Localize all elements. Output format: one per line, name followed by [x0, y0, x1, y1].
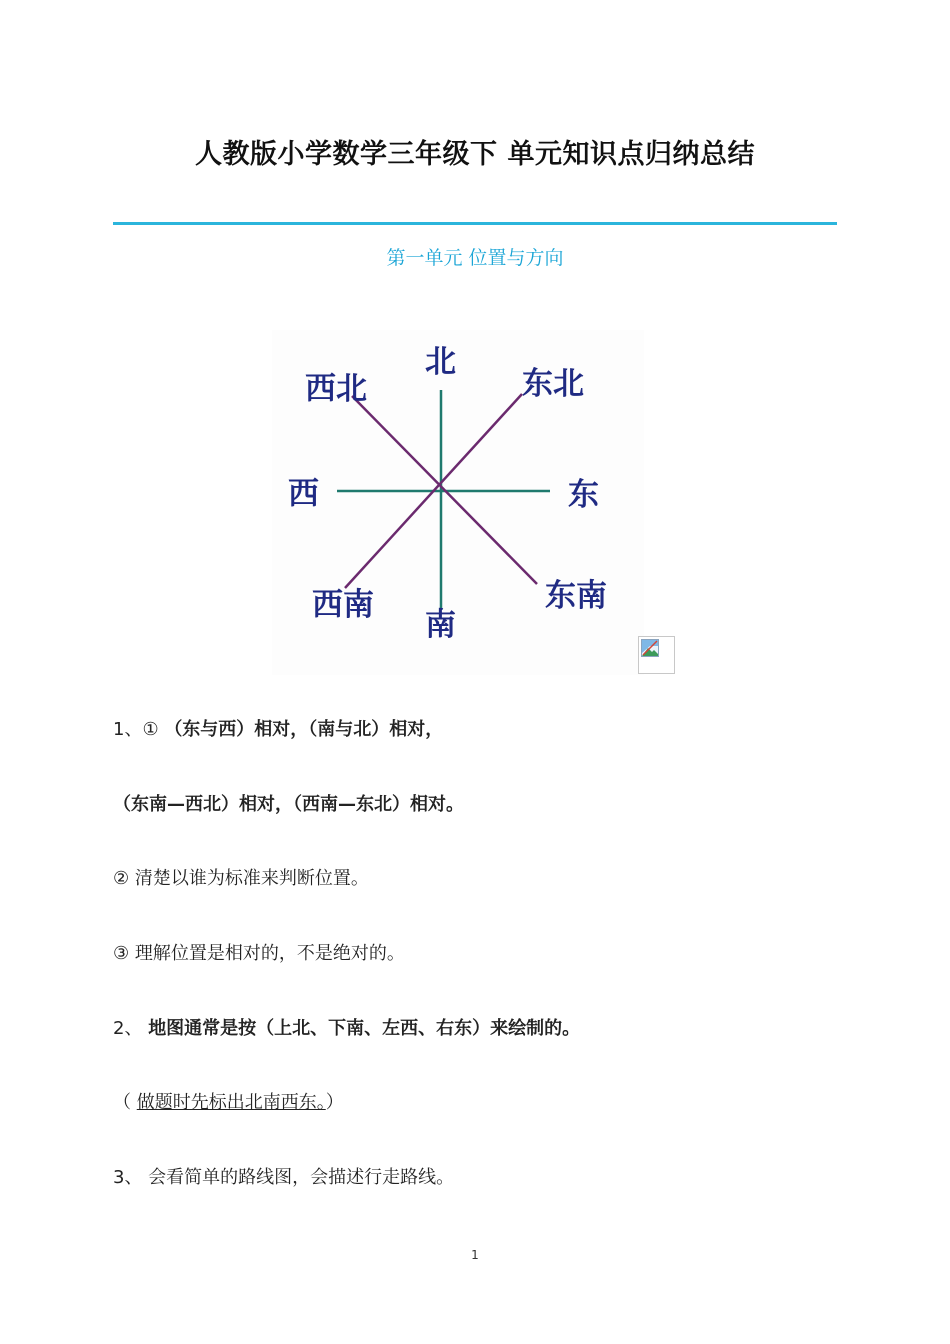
label-north: 北 [425, 344, 456, 380]
label-west: 西 [288, 476, 319, 512]
item-2-note [113, 1088, 344, 1114]
item-3: 3、 会看简单的路线图，会描述行走路线。 [113, 1167, 455, 1188]
label-south: 南 [425, 607, 456, 643]
item-1-bold-1: （东与西）相对，（南与北）相对， [164, 719, 444, 740]
item-2 [113, 1014, 580, 1040]
item-1-line-2: （东南—西北）相对，（西南—东北）相对。 [113, 794, 464, 815]
label-southwest: 西南 [312, 587, 374, 623]
item-2-note-close: ） [325, 1092, 344, 1113]
item-2-bold: 地图通常是按（上北、下南、左西、右东）来绘制的。 [148, 1018, 581, 1039]
label-northeast: 东北 [522, 366, 584, 402]
page-title: 人教版小学数学三年级下 单元知识点归纳总结 [195, 139, 755, 170]
item-2-prefix: 2、 [113, 1018, 149, 1039]
item-1-point-2: ② 清楚以谁为标准来判断位置。 [113, 868, 369, 889]
page-number: 1 [471, 1248, 479, 1262]
label-southeast: 东南 [545, 578, 607, 614]
item-2-note-open: （ [113, 1092, 137, 1113]
label-east: 东 [568, 477, 599, 513]
label-northwest: 西北 [305, 371, 367, 407]
item-1-prefix: 1、① [113, 719, 165, 740]
compass-svg [272, 330, 644, 675]
title-divider [113, 222, 837, 225]
item-1-point-3: ③ 理解位置是相对的，不是绝对的。 [113, 943, 405, 964]
compass-diagram [272, 330, 644, 675]
broken-image-icon [638, 636, 675, 674]
item-1-line-1 [113, 715, 443, 741]
unit-title: 第一单元 位置与方向 [386, 247, 564, 269]
item-2-note-underlined: 做题时先标出北南西东。 [136, 1092, 326, 1113]
